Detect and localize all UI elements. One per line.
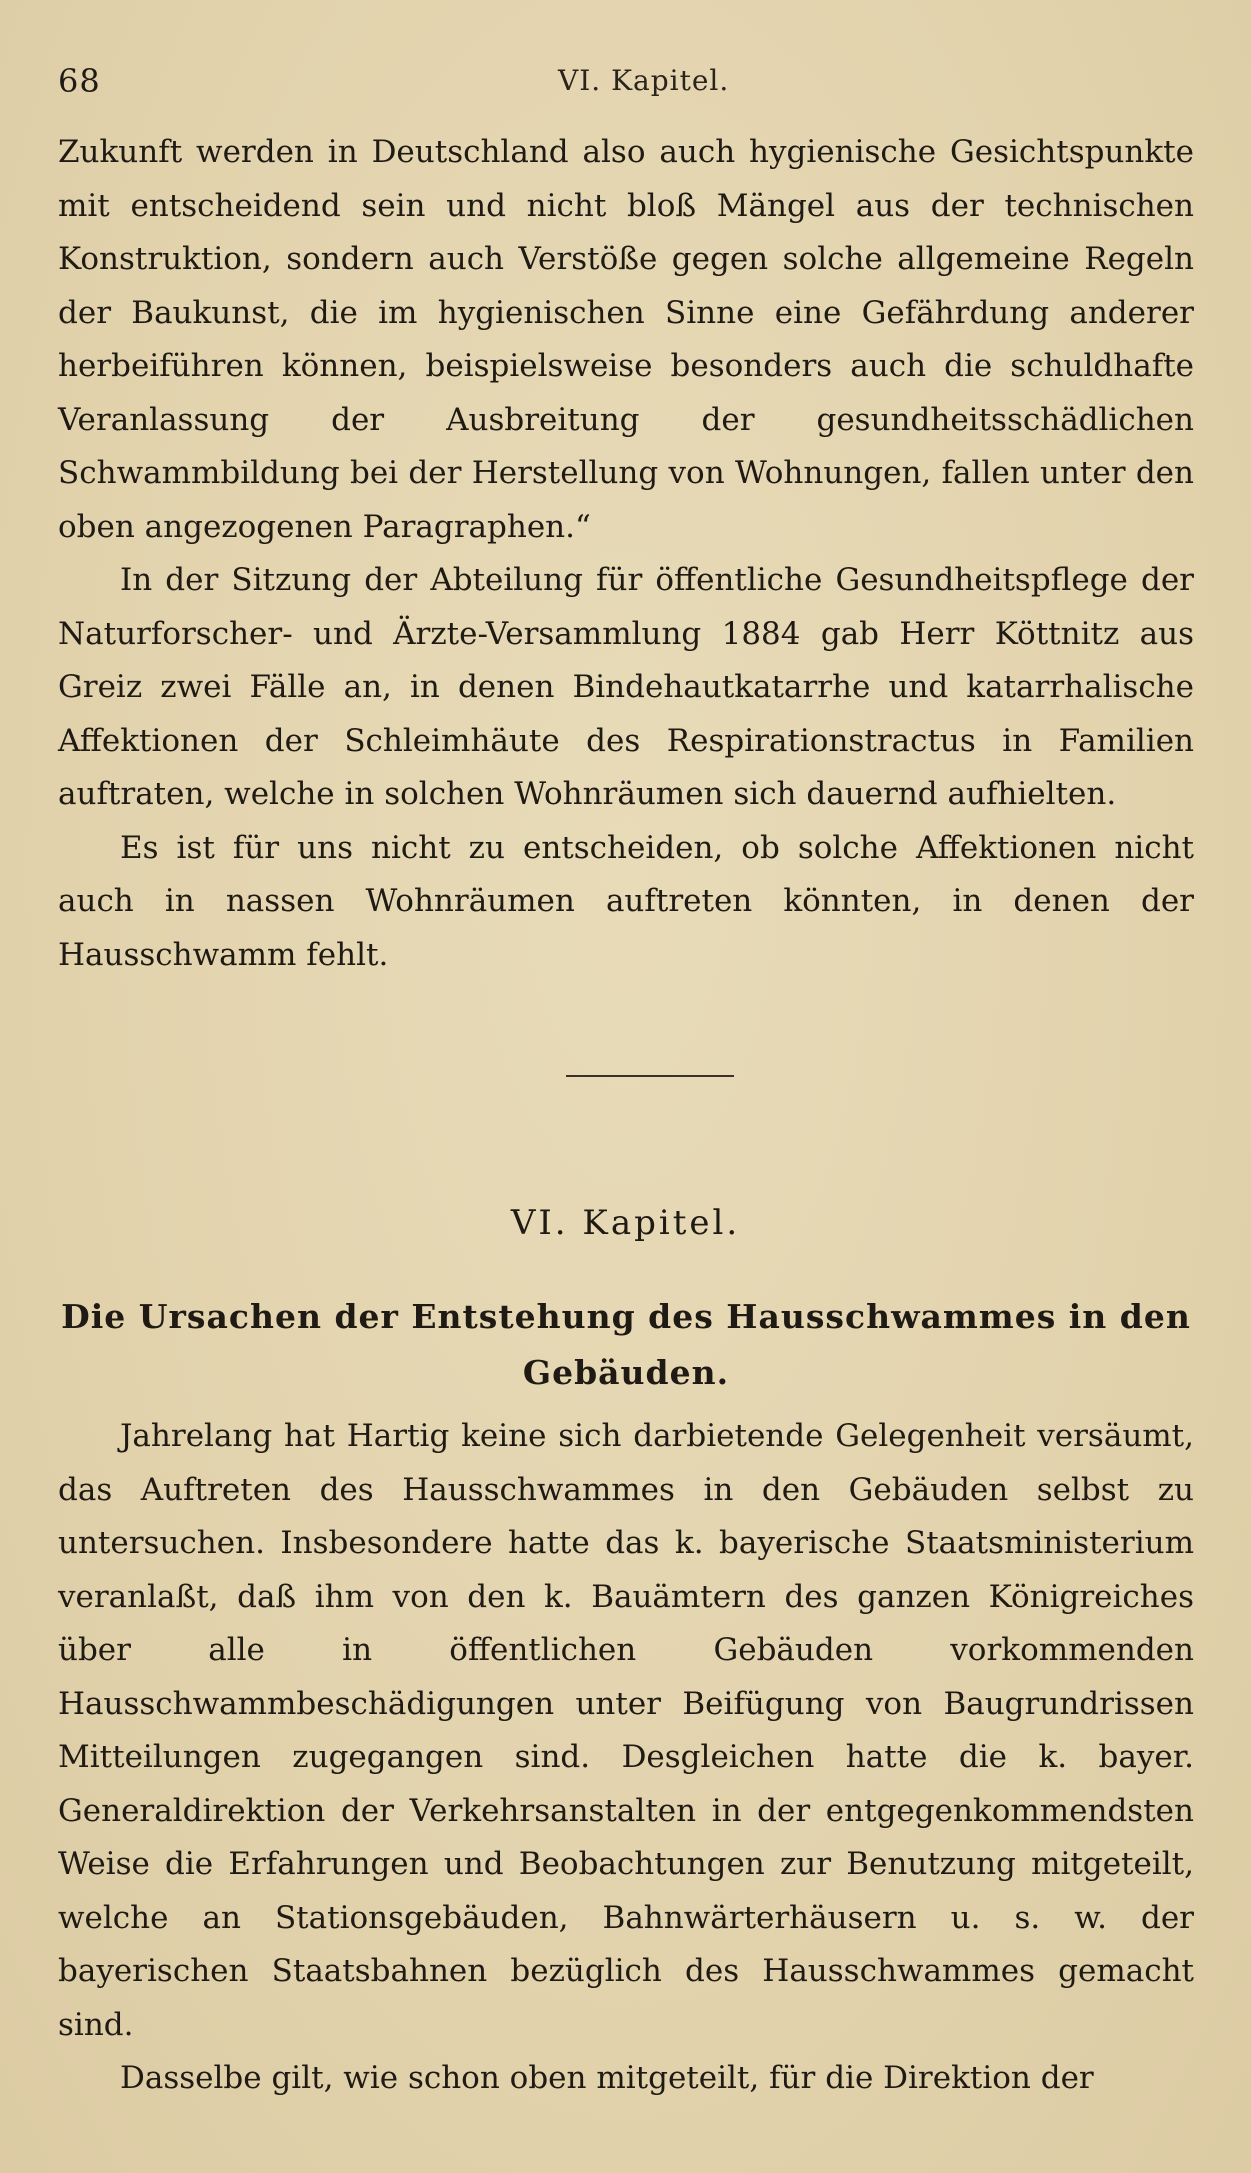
paragraph: Zukunft werden in Deutschland also auch hygienische Gesichtspunkte mit entscheidend sein und nicht bloß Mängel aus der technischen Konstruktion, sondern auch Verstöße gegen solche allgemeine Regeln der Baukunst, die im hygienischen Sinne eine Gefährdung anderer herbeiführen können, beispielsweise besonders auch die schuldhafte Veranlassung der Ausbreitung der gesundheitsschädlichen Schwammbildung bei der Herstellung von Wohnungen, fallen unter den oben angezogenen Paragraphen.“	[58, 134, 1194, 545]
page-number: 68	[58, 62, 101, 100]
section-divider	[566, 1075, 734, 1077]
paragraph: Dasselbe gilt, wie schon oben mitgeteilt, für die Direktion der	[120, 2060, 1094, 2096]
chapter-title: Die Ursachen der Entstehung des Hausschwammes in den Gebäuden.	[61, 1297, 1191, 1392]
running-title: VI. Kapitel.	[558, 64, 730, 97]
section-1-text	[58, 126, 1194, 982]
section-2-text	[58, 1410, 1194, 2106]
paragraph: Es ist für uns nicht zu entscheiden, ob solche Affektionen nicht auch in nassen Wohnräumen auftreten könnten, in denen der Hausschwamm fehlt.	[58, 829, 1194, 973]
chapter-heading: VI. Kapitel.	[510, 1203, 741, 1243]
paragraph: Jahrelang hat Hartig keine sich darbietende Gelegenheit versäumt, das Auftreten des Hausschwammes in den Gebäuden selbst zu untersuchen. Insbesondere hatte das k. bayerische Staatsministerium veranlaßt, daß ihm von den k. Bauämtern des ganzen Königreiches über alle in öffentlichen Gebäuden vorkommenden Hausschwammbeschädigungen unter Beifügung von Baugrundrissen Mitteilungen zugegangen sind. Desgleichen hatte die k. bayer. Generaldirektion der Verkehrsanstalten in der entgegenkommendsten Weise die Erfahrungen und Beobachtungen zur Benutzung mitgeteilt, welche an Stationsgebäuden, Bahnwärterhäusern u. s. w. der bayerischen Staatsbahnen bezüglich des Hausschwammes gemacht sind.	[58, 1418, 1194, 2043]
running-head	[58, 62, 1193, 112]
paragraph: In der Sitzung der Abteilung für öffentliche Gesundheitspflege der Naturforscher- und Ärzte-Versammlung 1884 gab Herr Köttnitz aus Greiz zwei Fälle an, in denen Bindehautkatarrhe und katarrhalische Affektionen der Schleimhäute des Respirationstractus in Familien auftraten, welche in solchen Wohnräumen sich dauernd aufhielten.	[58, 562, 1194, 812]
